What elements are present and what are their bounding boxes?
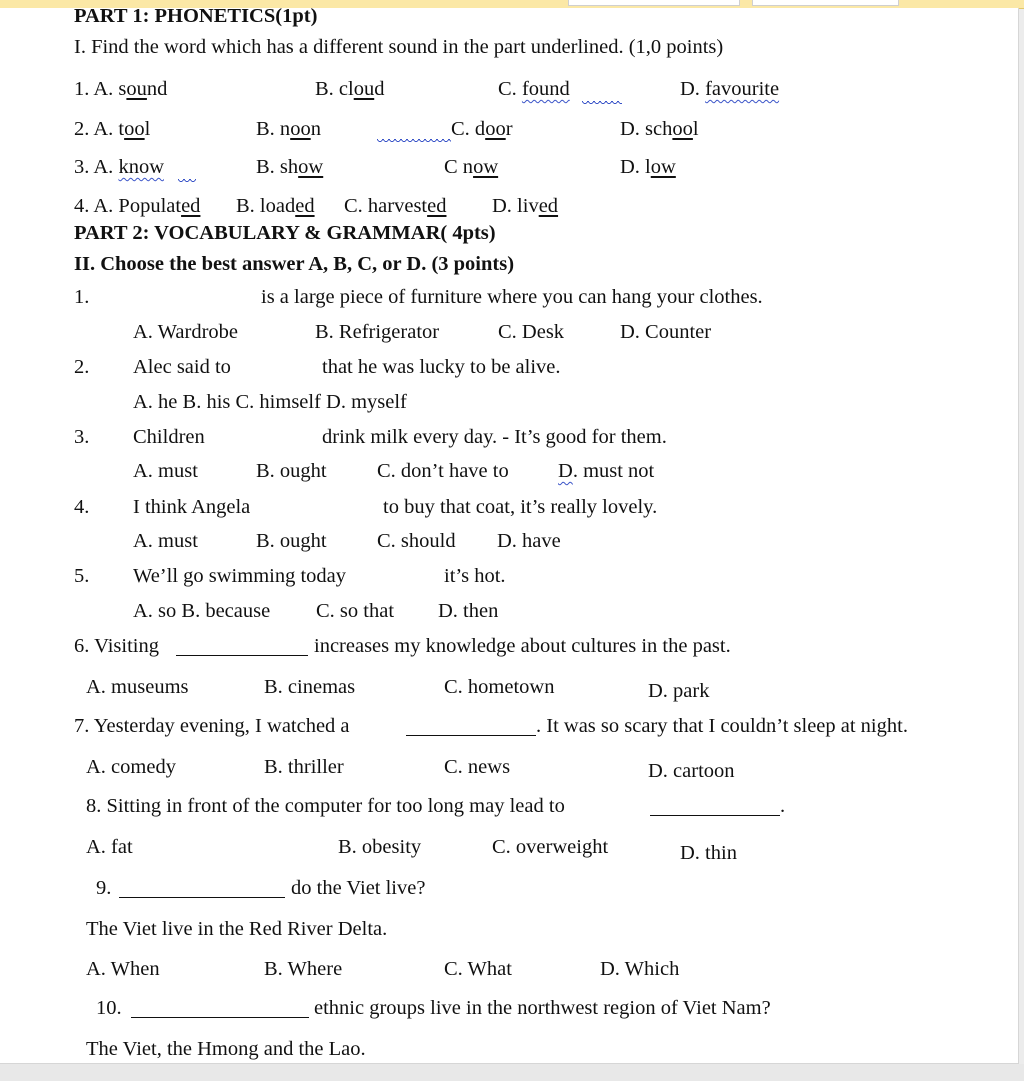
answer-blank [650,815,780,816]
p1-q3-option-c: C now [444,156,499,178]
p2-q8-option-a: A. fat [86,836,133,858]
p2-q6-option-b: B. cinemas [264,676,356,698]
p2-q6-stem-end: increases my knowledge about cultures in the past. [314,635,731,657]
p2-q8-option-d: D. thin [680,842,737,864]
p2-q9-option-a: A. When [86,958,160,980]
p2-q5-option-d: D. then [438,600,499,622]
toolbar-box [568,0,740,6]
p2-q4-option-b: B. ought [256,530,327,552]
p2-q6-option-d: D. park [648,680,710,702]
p2-q4-option-a: A. must [133,530,198,552]
spellcheck-squiggle [178,179,196,185]
p2-q10-stem-end: ethnic groups live in the northwest region of Viet Nam? [314,997,771,1019]
p2-q9-stem-start: 9. [96,877,112,899]
p2-q7-stem-end: . It was so scary that I couldn’t sleep at night. [536,715,908,737]
p2-q6-option-a: A. museums [86,676,189,698]
p2-q8-stem-start: 8. Sitting in front of the computer for too long may lead to [86,795,565,817]
p2-q9-option-d: D. Which [600,958,680,980]
p2-q1-option-c: C. Desk [498,321,565,343]
p1-q3-option-d: D. low [620,156,676,178]
p2-q3-option-d: D. must not [558,460,655,482]
p2-q3-number: 3. [74,426,90,448]
p2-q5-stem-end: it’s hot. [444,565,506,587]
p2-q2-options: A. he B. his C. himself D. myself [133,391,407,413]
p2-q4-option-c: C. should [377,530,456,552]
answer-blank [406,735,536,736]
p1-q2-option-a: 2. A. tool [74,118,151,140]
p2-q4-stem-end: to buy that coat, it’s really lovely. [383,496,658,518]
p2-q4-number: 4. [74,496,90,518]
p2-q1-stem: is a large piece of furniture where you can hang your clothes. [261,286,763,308]
p1-q4-option-b: B. loaded [236,195,315,217]
p2-q1-option-b: B. Refrigerator [315,321,440,343]
p2-q5-options-ab: A. so B. because [133,600,271,622]
p2-q5-option-c: C. so that [316,600,395,622]
p1-q1-option-b: B. cloud [315,78,385,100]
p2-q3-stem-end: drink milk every day. - It’s good for them. [322,426,667,448]
p1-q2-option-c: C. door [451,118,513,140]
p2-q2-stem-end: that he was lucky to be alive. [322,356,561,378]
part1-title: PART 1: PHONETICS(1pt) [74,8,318,27]
answer-blank [131,1017,309,1018]
p2-q9-stem-end: do the Viet live? [291,877,426,899]
p2-q7-stem-start: 7. Yesterday evening, I watched a [74,715,350,737]
p2-q7-option-d: D. cartoon [648,760,735,782]
p2-q9-answer-line: The Viet live in the Red River Delta. [86,918,388,940]
p2-q7-option-a: A. comedy [86,756,176,778]
p2-q10-answer-line: The Viet, the Hmong and the Lao. [86,1038,366,1060]
p2-q4-option-d: D. have [497,530,561,552]
p1-q1-option-c: C. found [498,78,570,100]
answer-blank [119,897,285,898]
p2-q3-option-b: B. ought [256,460,327,482]
document-page [0,8,1019,1064]
spellcheck-squiggle [377,139,451,145]
p2-q1-number: 1. [74,286,90,308]
p2-q3-option-c: C. don’t have to [377,460,509,482]
p2-q6-stem-start: 6. Visiting [74,635,159,657]
part2-title: PART 2: VOCABULARY & GRAMMAR( 4pts) [74,222,496,244]
p2-q3-stem-start: Children [133,426,205,448]
p1-q4-option-c: C. harvested [344,195,447,217]
p2-q1-option-d: D. Counter [620,321,712,343]
p2-q8-option-c: C. overweight [492,836,609,858]
p1-q1-option-a: 1. A. sound [74,78,168,100]
p2-q1-option-a: A. Wardrobe [133,321,238,343]
toolbar-box [752,0,899,6]
p1-q3-option-a: 3. A. know [74,156,164,178]
spellcheck-squiggle [582,101,622,107]
p2-q7-option-b: B. thriller [264,756,344,778]
part1-instruction: I. Find the word which has a different sound in the part underlined. (1,0 points) [74,36,724,58]
p2-q9-option-c: C. What [444,958,512,980]
answer-blank [176,655,308,656]
page-bottom-strip [0,1064,1024,1081]
p2-q8-option-b: B. obesity [338,836,422,858]
p2-q5-stem-start: We’ll go swimming today [133,565,347,587]
p2-q10-stem-start: 10. [96,997,122,1019]
p2-q2-stem-start: Alec said to [133,356,231,378]
p2-q5-number: 5. [74,565,90,587]
p2-q6-option-c: C. hometown [444,676,555,698]
p2-q2-number: 2. [74,356,90,378]
p1-q3-option-b: B. show [256,156,324,178]
p1-q1-option-d: D. favourite [680,78,780,100]
p2-q3-option-a: A. must [133,460,198,482]
p1-q4-option-a: 4. A. Populated [74,195,201,217]
p1-q2-option-b: B. noon [256,118,321,140]
p2-q8-stem-end: . [780,795,786,817]
p2-q7-option-c: C. news [444,756,511,778]
part2-instruction: II. Choose the best answer A, B, C, or D. (3 points) [74,253,515,275]
p2-q9-option-b: B. Where [264,958,343,980]
p2-q4-stem-start: I think Angela [133,496,251,518]
p1-q4-option-d: D. lived [492,195,559,217]
p1-q2-option-d: D. school [620,118,699,140]
